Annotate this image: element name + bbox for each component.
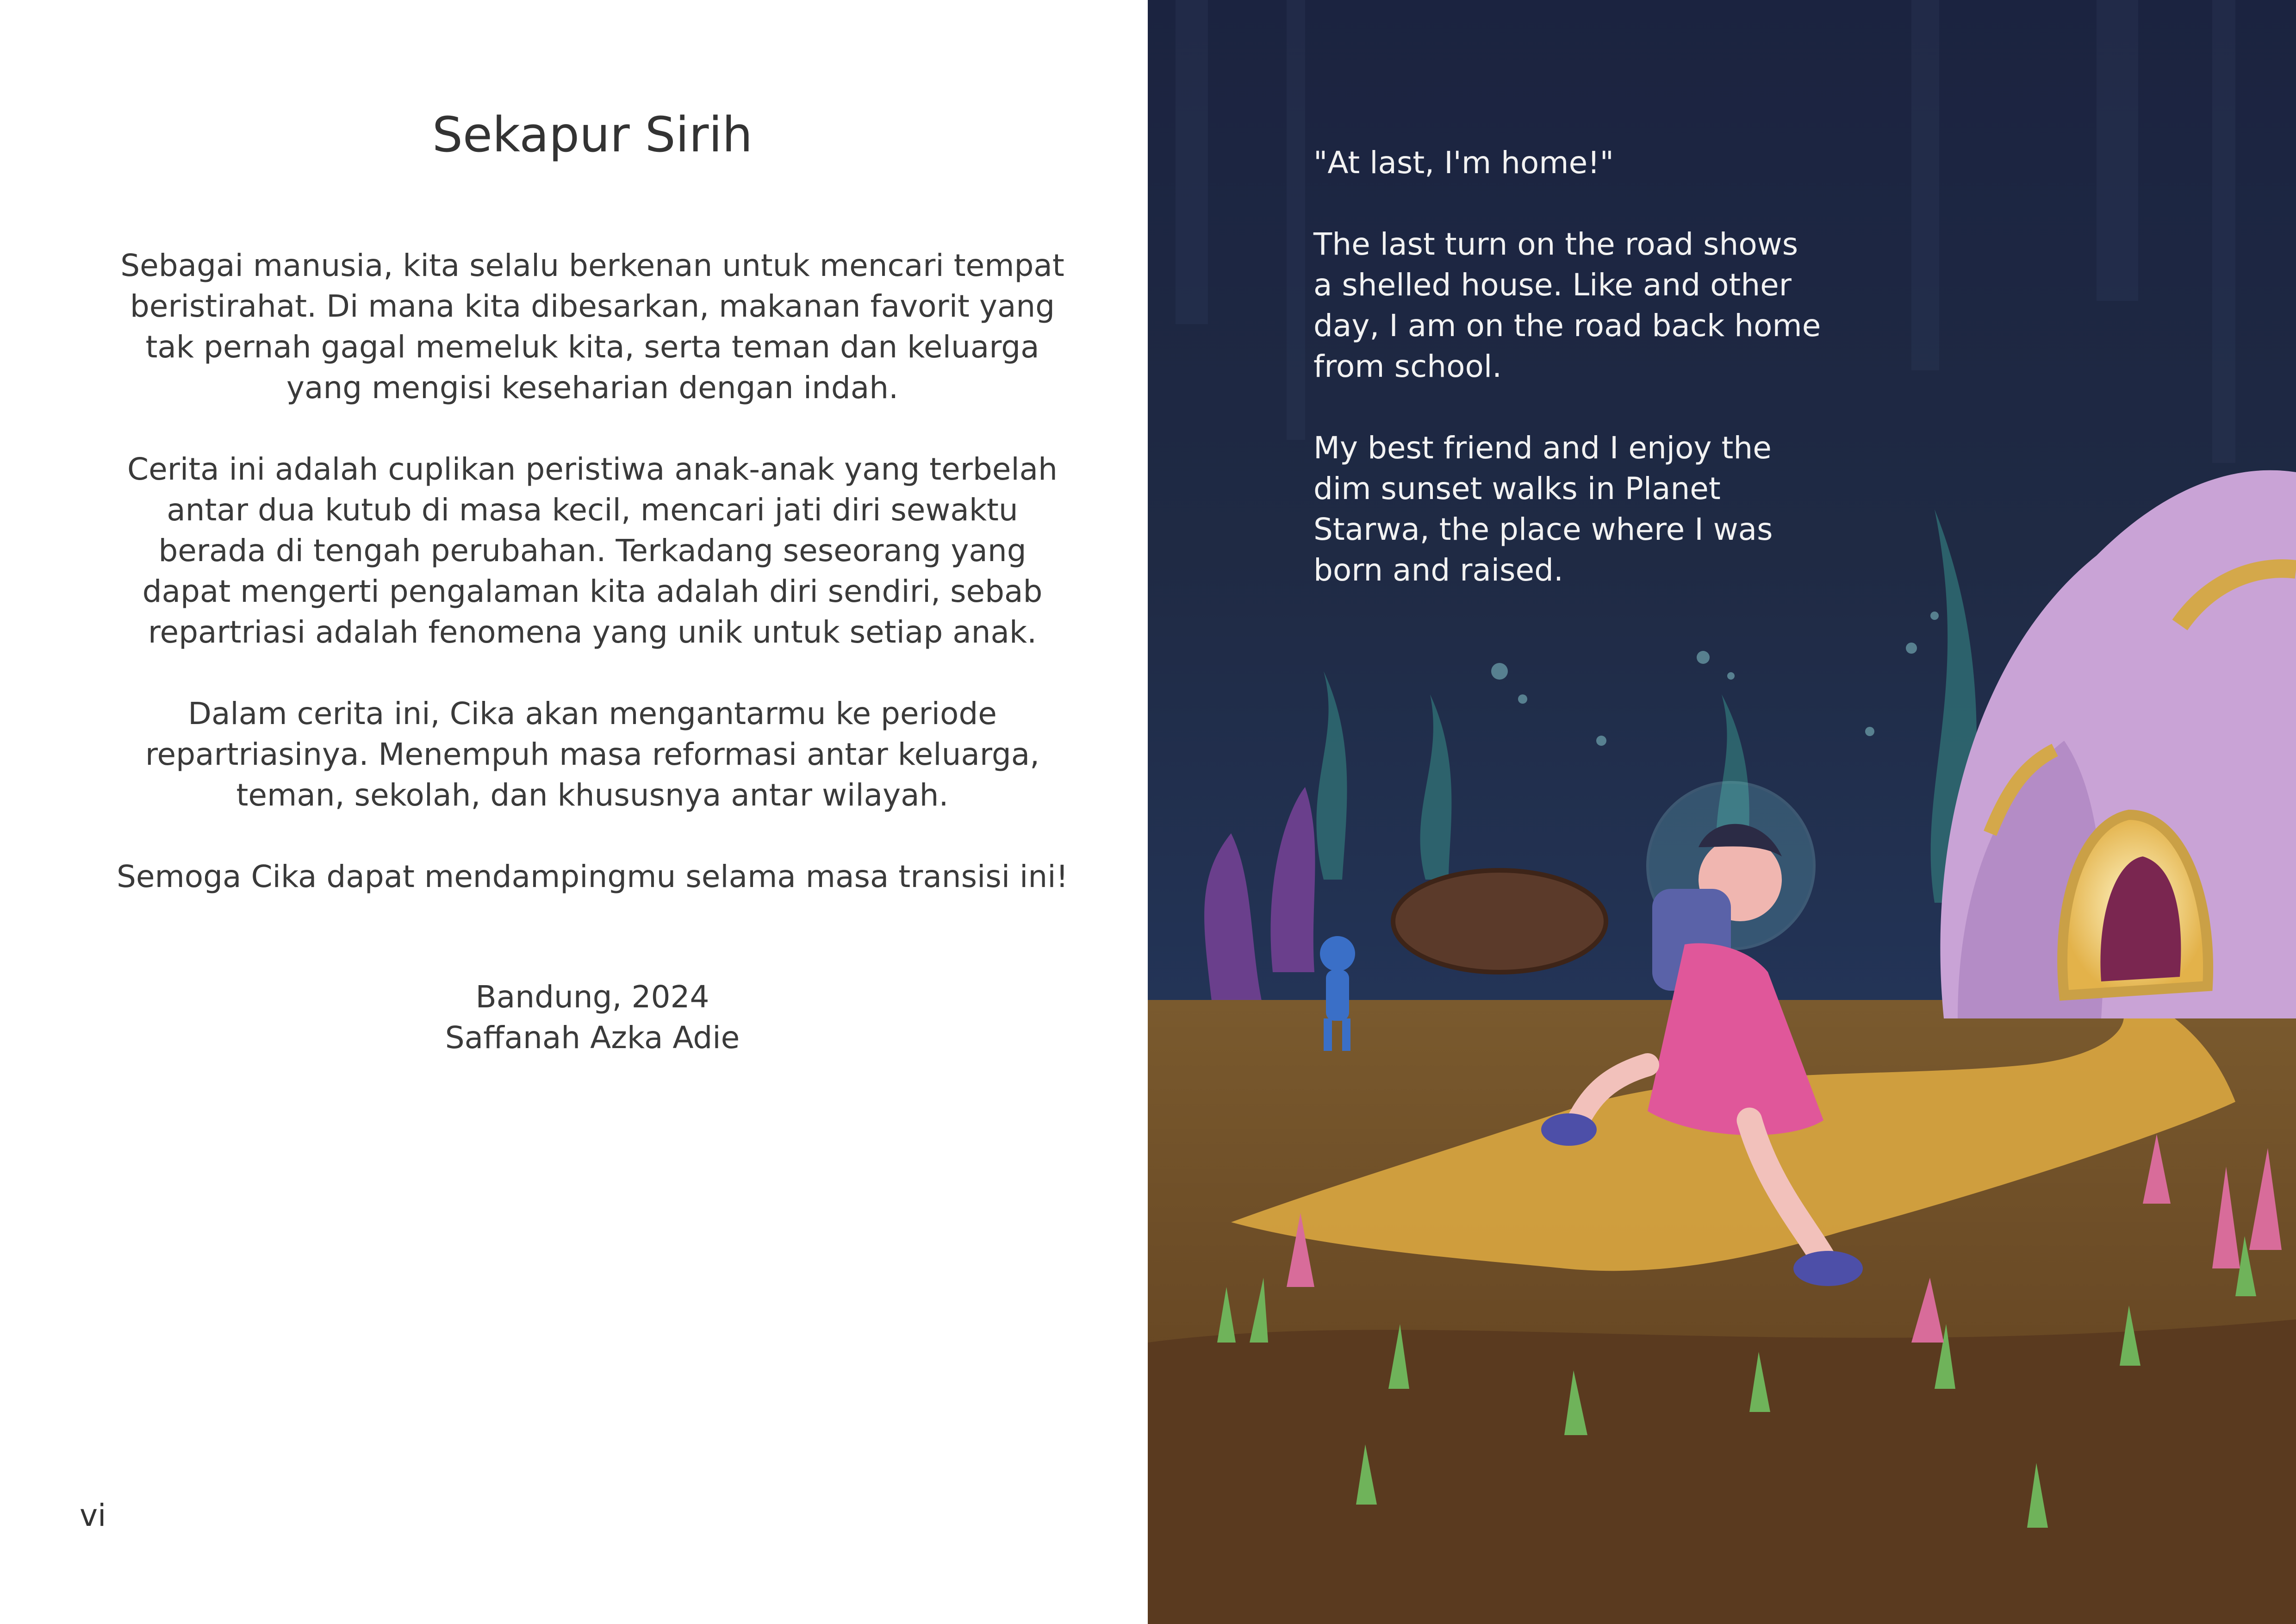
- signature-block: [0, 977, 1185, 1058]
- story-line: My best friend and I enjoy the dim sunset walks in Planet Starwa, the place where I was born and raised.: [1313, 430, 1773, 588]
- story-text: [1313, 143, 1823, 631]
- page-title: Sekapur Sirih: [432, 106, 753, 163]
- signature-author: Saffanah Azka Adie: [445, 1020, 740, 1056]
- signature-place-date: Bandung, 2024: [475, 979, 709, 1015]
- preface-body: [111, 245, 1074, 938]
- preface-paragraph: Cerita ini adalah cuplikan peristiwa anak-anak yang terbelah antar dua kutub di masa kecil, mencari jati diri sewaktu berada di tengah perubahan. Terkadang seseorang yang dapat mengerti pengalaman kita adalah diri sendiri, sebab repartriasi adalah fenomena yang unik untuk setiap anak.: [127, 451, 1058, 650]
- woven-pod: [1393, 870, 1606, 972]
- story-line: "At last, I'm home!": [1313, 145, 1614, 181]
- preface-paragraph: Dalam cerita ini, Cika akan mengantarmu ke periode repartriasinya. Menempuh masa reformasi antar keluarga, teman, sekolah, dan khususnya antar wilayah.: [145, 696, 1040, 813]
- right-page-illustration: [1148, 0, 2296, 1624]
- preface-paragraph: Semoga Cika dapat mendampingmu selama masa transisi ini!: [116, 859, 1069, 894]
- story-line: The last turn on the road shows a shelled house. Like and other day, I am on the road back home from school.: [1313, 226, 1821, 384]
- preface-paragraph: Sebagai manusia, kita selalu berkenan untuk mencari tempat beristirahat. Di mana kita dibesarkan, makanan favorit yang tak pernah gagal memeluk kita, serta teman dan keluarga yang mengisi keseharian dengan indah.: [120, 248, 1064, 406]
- page-number: vi: [80, 1498, 106, 1533]
